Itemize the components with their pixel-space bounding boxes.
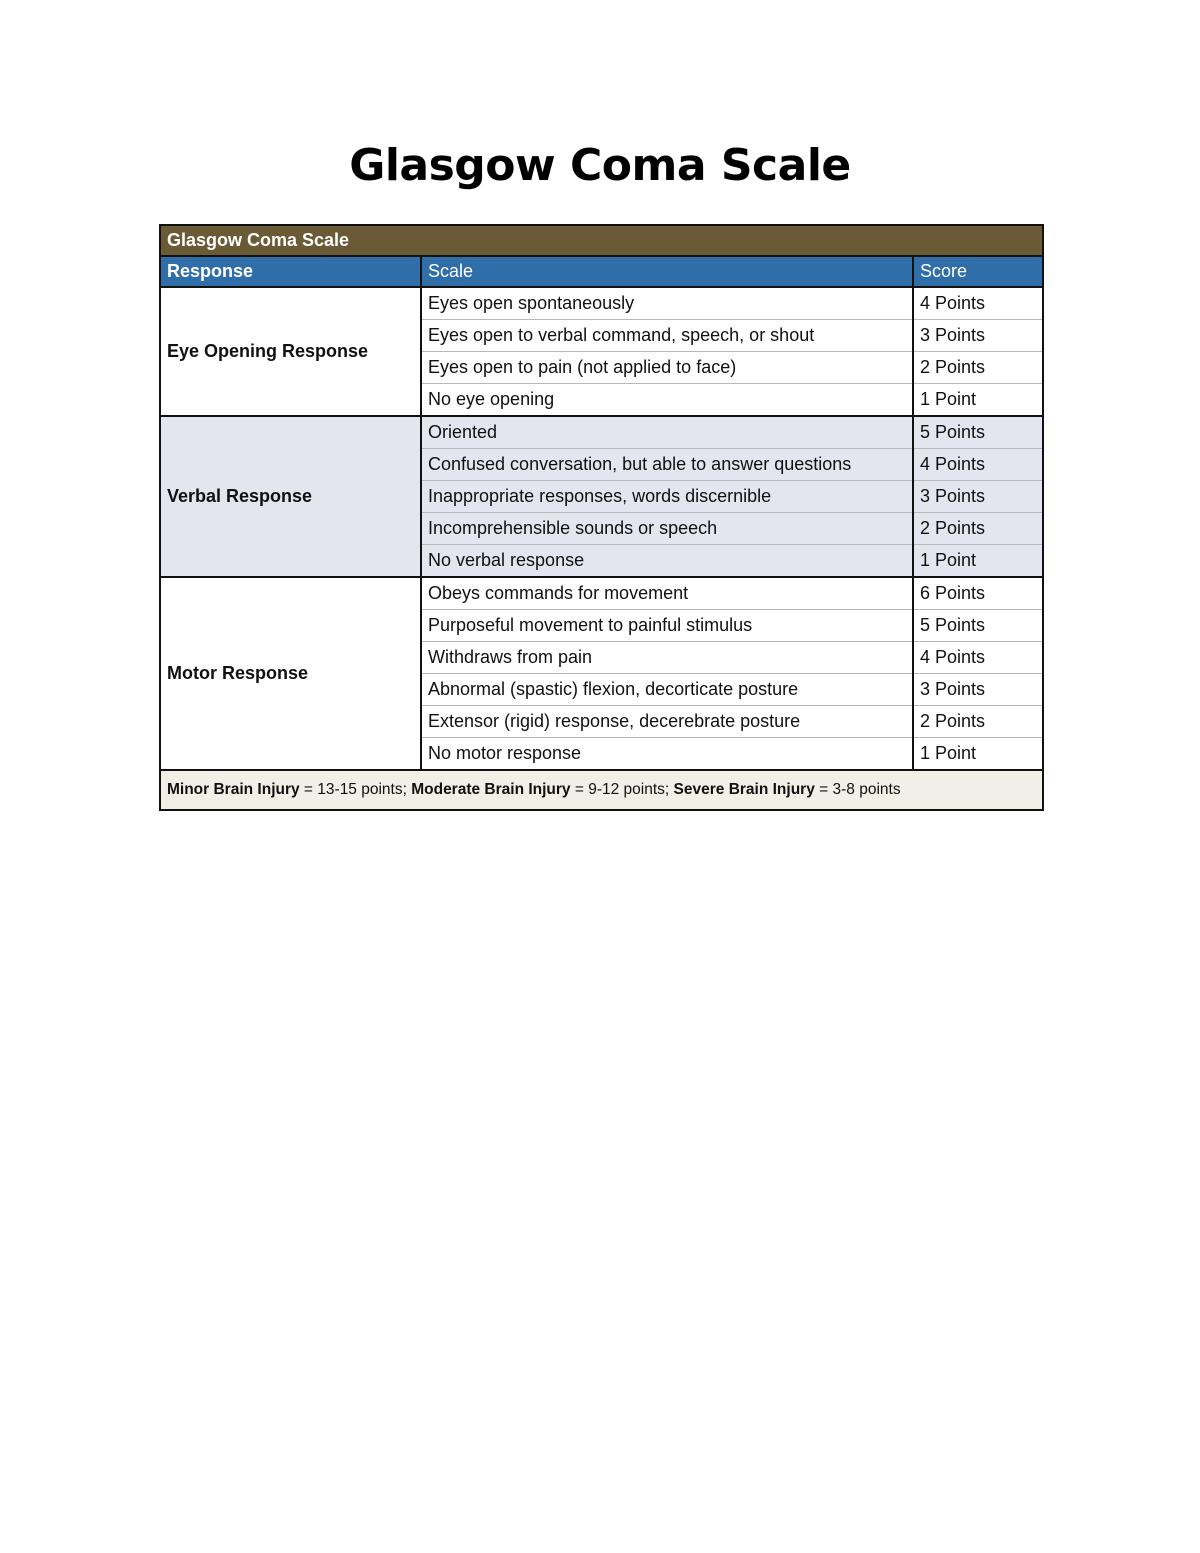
scale-cell: Eyes open to verbal command, speech, or shout [421,320,913,352]
severe-label: Severe Brain Injury [673,781,815,798]
header-scale: Scale [421,256,913,287]
minor-label: Minor Brain Injury [167,781,300,798]
moderate-label: Moderate Brain Injury [411,781,571,798]
group-motor-response: Motor Response [160,577,421,770]
scale-cell: Eyes open spontaneously [421,287,913,320]
scale-cell: Eyes open to pain (not applied to face) [421,352,913,384]
score-cell: 4 Points [913,287,1043,320]
score-cell: 4 Points [913,449,1043,481]
page-title: Glasgow Coma Scale [349,140,851,191]
scale-cell: No eye opening [421,384,913,417]
score-cell: 6 Points [913,577,1043,610]
scale-cell: Oriented [421,416,913,449]
scale-cell: Extensor (rigid) response, decerebrate posture [421,706,913,738]
scale-cell: Confused conversation, but able to answer questions [421,449,913,481]
score-cell: 1 Point [913,545,1043,578]
glasgow-coma-scale-table [159,224,1044,811]
moderate-value: = 9-12 points; [570,781,674,798]
score-cell: 5 Points [913,610,1043,642]
score-cell: 1 Point [913,384,1043,417]
scale-cell: Withdraws from pain [421,642,913,674]
table-caption-row [160,225,1043,256]
scale-cell: No motor response [421,738,913,771]
header-response: Response [160,256,421,287]
table-row [160,416,1043,449]
table-caption: Glasgow Coma Scale [160,225,1043,256]
severity-legend [160,770,1043,810]
header-score: Score [913,256,1043,287]
score-cell: 2 Points [913,706,1043,738]
scale-cell: Inappropriate responses, words discernible [421,481,913,513]
scale-cell: Abnormal (spastic) flexion, decorticate posture [421,674,913,706]
score-cell: 5 Points [913,416,1043,449]
table-row [160,577,1043,610]
scale-cell: No verbal response [421,545,913,578]
minor-value: = 13-15 points; [299,781,412,798]
score-cell: 3 Points [913,320,1043,352]
score-cell: 3 Points [913,674,1043,706]
scale-cell: Obeys commands for movement [421,577,913,610]
score-cell: 1 Point [913,738,1043,771]
table-header-row [160,256,1043,287]
group-eye-opening-response: Eye Opening Response [160,287,421,416]
score-cell: 2 Points [913,352,1043,384]
severe-value: = 3-8 points [814,781,901,798]
score-cell: 3 Points [913,481,1043,513]
scale-cell: Purposeful movement to painful stimulus [421,610,913,642]
score-cell: 2 Points [913,513,1043,545]
scale-cell: Incomprehensible sounds or speech [421,513,913,545]
score-cell: 4 Points [913,642,1043,674]
table-footer-row [160,770,1043,810]
table-row [160,287,1043,320]
group-verbal-response: Verbal Response [160,416,421,577]
